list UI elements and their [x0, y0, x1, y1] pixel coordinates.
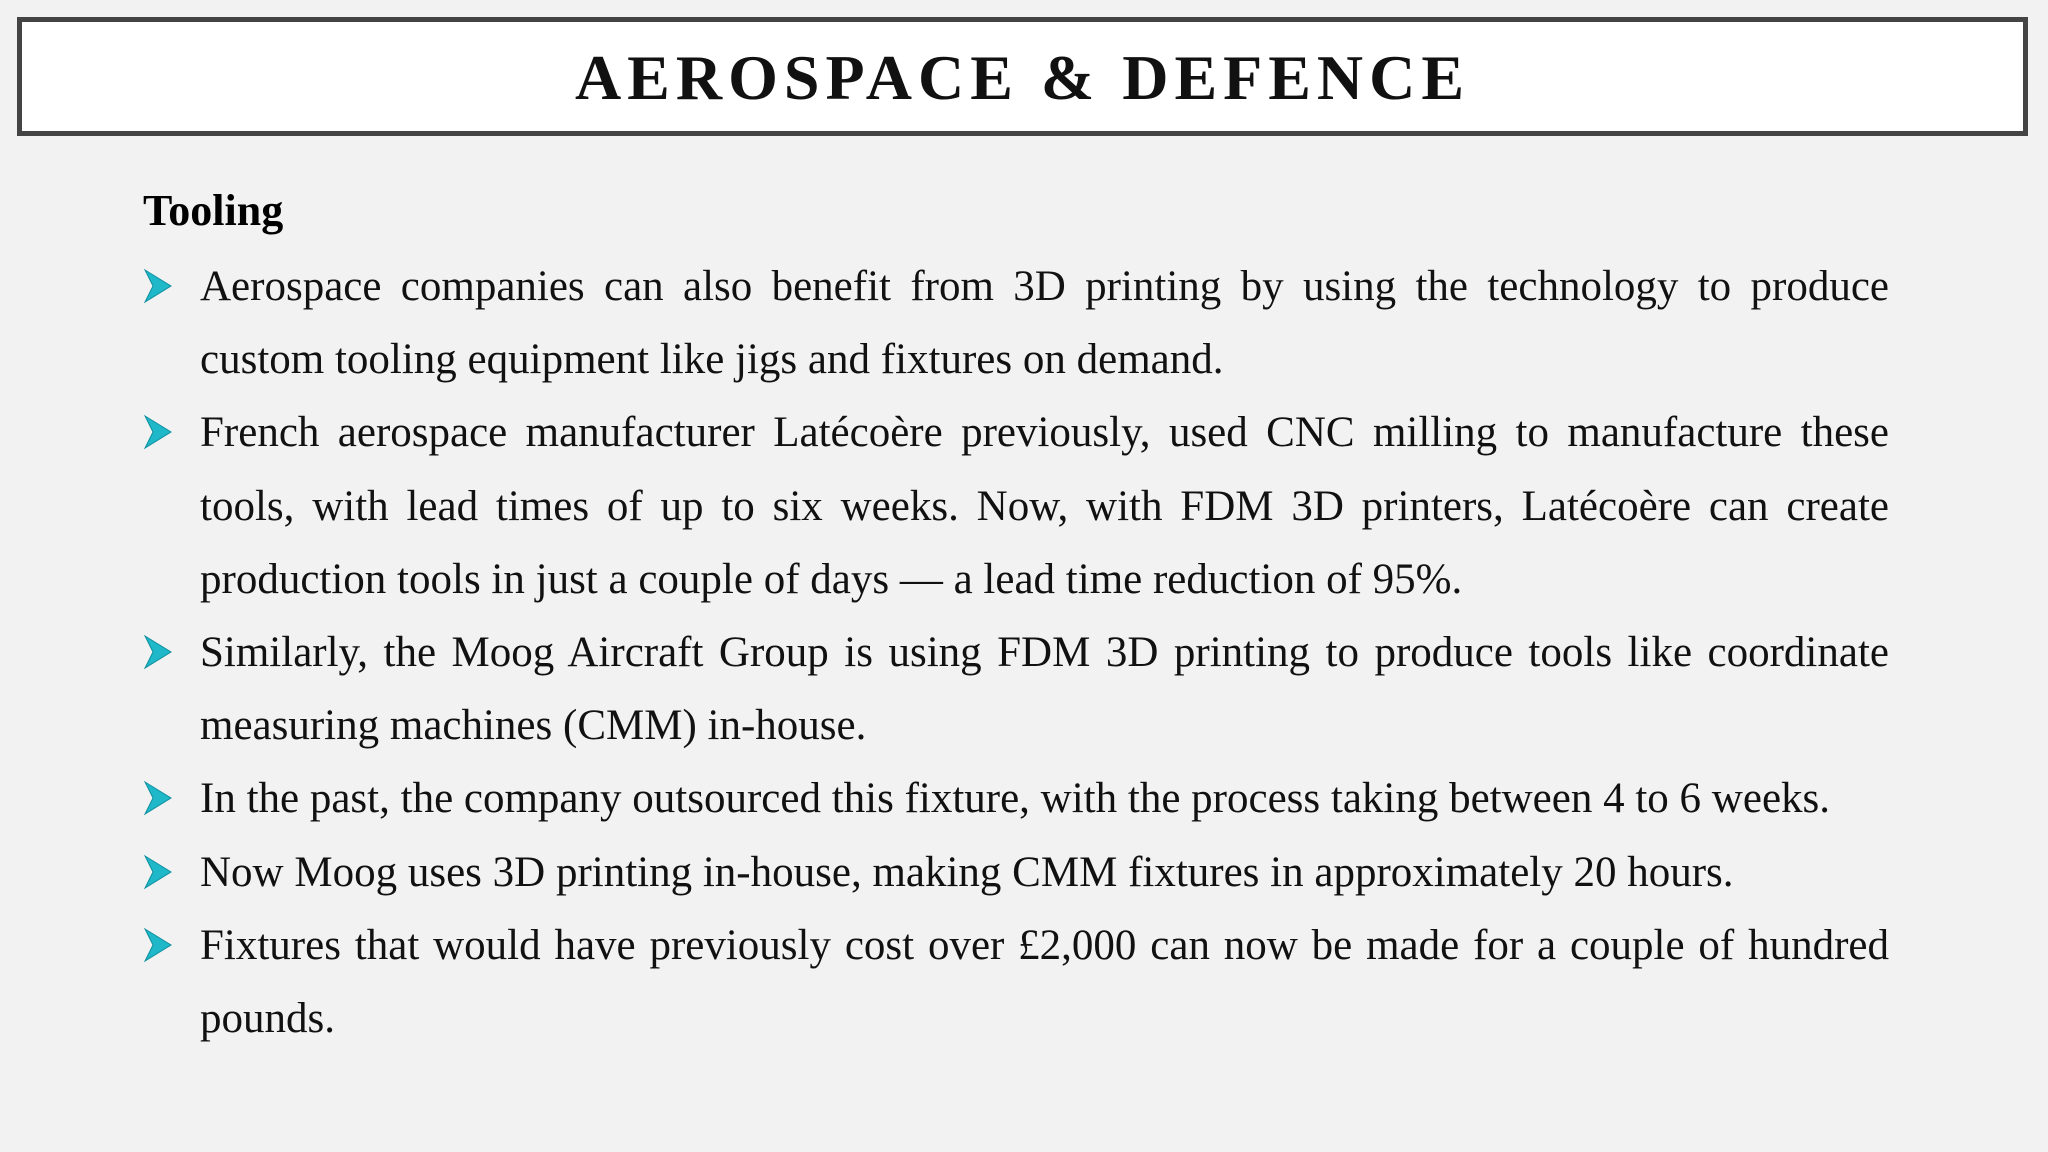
title-banner	[17, 17, 2028, 136]
bullet-text: Aerospace companies can also benefit from 3D printing by using the technology to produce custom tooling equipment like jigs and fixtures on demand.	[200, 263, 1889, 384]
bullet-list	[143, 250, 1889, 1055]
list-item	[143, 762, 1889, 835]
arrowhead-bullet-icon	[143, 414, 173, 450]
bullet-text: Similarly, the Moog Aircraft Group is using FDM 3D printing to produce tools like coordinate measuring machines (CMM) in-house.	[200, 629, 1889, 750]
page-title: AEROSPACE & DEFENCE	[574, 41, 1471, 113]
arrowhead-bullet-icon	[143, 927, 173, 963]
list-item	[143, 616, 1889, 762]
arrowhead-bullet-icon	[143, 780, 173, 816]
list-item	[143, 836, 1889, 909]
list-item	[143, 909, 1889, 1055]
arrowhead-bullet-icon	[143, 854, 173, 890]
arrowhead-bullet-icon	[143, 268, 173, 304]
list-item	[143, 250, 1889, 396]
list-item	[143, 396, 1889, 616]
section-heading: Tooling	[143, 186, 284, 235]
bullet-text: Now Moog uses 3D printing in-house, making CMM fixtures in approximately 20 hours.	[200, 848, 1734, 896]
bullet-text: In the past, the company outsourced this fixture, with the process taking between 4 to 6 weeks.	[200, 775, 1831, 823]
bullet-text: Fixtures that would have previously cost over £2,000 can now be made for a couple of hundred pounds.	[200, 921, 1889, 1043]
bullet-text: French aerospace manufacturer Latécoère previously, used CNC milling to manufacture these tools, with lead times of up to six weeks. Now, with FDM 3D printers, Latécoère can create production tools in just a couple of days — a lead time reduction of 95%.	[200, 409, 1889, 603]
arrowhead-bullet-icon	[143, 634, 173, 670]
